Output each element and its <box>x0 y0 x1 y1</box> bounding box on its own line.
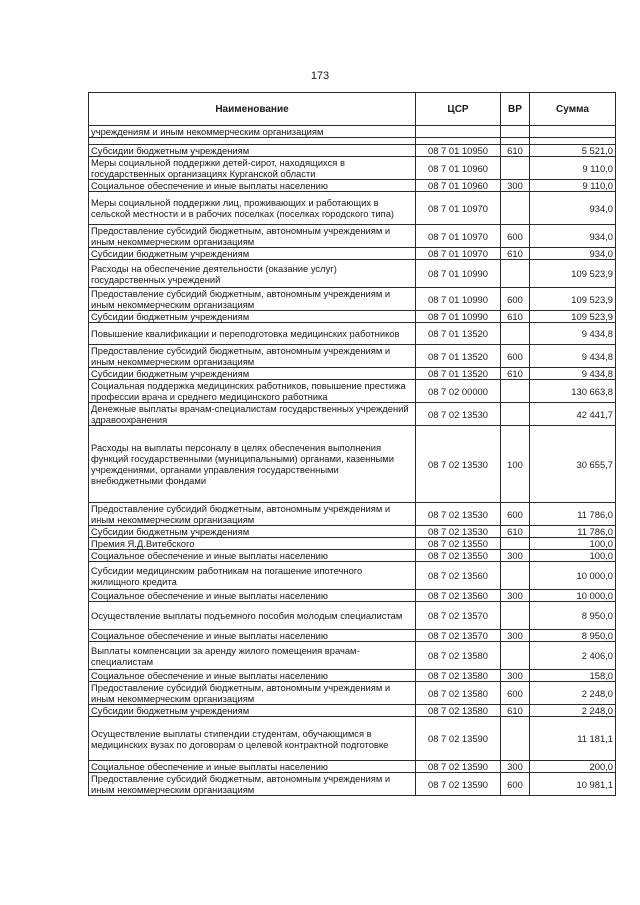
cell-name: Субсидии бюджетным учреждениям <box>89 248 416 260</box>
cell-csr: 08 7 02 13570 <box>416 630 501 642</box>
cell-name: Меры социальной поддержки детей-сирот, находящихся в государственных организациях Курганской области <box>89 157 416 180</box>
table-row <box>89 403 616 426</box>
cell-csr: 08 7 02 13530 <box>416 526 501 538</box>
cell-name: Социальное обеспечение и иные выплаты населению <box>89 761 416 773</box>
cell-vr: 300 <box>501 761 530 773</box>
cell-csr: 08 7 01 10960 <box>416 180 501 192</box>
cell-vr: 610 <box>501 526 530 538</box>
table-row <box>89 773 616 796</box>
table-row <box>89 590 616 602</box>
cell-vr: 300 <box>501 550 530 562</box>
cell-vr <box>501 260 530 288</box>
cell-sum: 11 786,0 <box>530 503 616 526</box>
table-body <box>89 126 616 796</box>
table-row <box>89 345 616 368</box>
cell-csr: 08 7 01 10990 <box>416 260 501 288</box>
cell-sum: 934,0 <box>530 248 616 260</box>
cell-csr: 08 7 02 13550 <box>416 550 501 562</box>
table-row <box>89 145 616 157</box>
cell-name: Социальное обеспечение и иные выплаты населению <box>89 630 416 642</box>
cell-sum: 109 523,9 <box>530 311 616 323</box>
cell-name: Субсидии медицинским работникам на погашение ипотечного жилищного кредита <box>89 562 416 590</box>
cell-sum: 109 523,9 <box>530 260 616 288</box>
cell-vr: 100 <box>501 426 530 503</box>
table-row <box>89 225 616 248</box>
table-row <box>89 368 616 380</box>
cell-sum: 10 000,0 <box>530 562 616 590</box>
cell-vr: 610 <box>501 368 530 380</box>
cell-vr: 300 <box>501 590 530 602</box>
cell-sum: 200,0 <box>530 761 616 773</box>
cell-name: Социальное обеспечение и иные выплаты населению <box>89 670 416 682</box>
cell-sum <box>530 126 616 138</box>
table-row <box>89 717 616 761</box>
table-row <box>89 260 616 288</box>
table-row <box>89 157 616 180</box>
cell-vr: 610 <box>501 248 530 260</box>
cell-vr <box>501 642 530 670</box>
cell-vr <box>501 380 530 403</box>
cell-name: Предоставление субсидий бюджетным, автономным учреждениям и иным некоммерческим организациям <box>89 773 416 796</box>
cell-vr <box>501 562 530 590</box>
cell-csr: 08 7 02 13580 <box>416 705 501 717</box>
page-number: 173 <box>310 70 330 82</box>
cell-csr: 08 7 02 13570 <box>416 602 501 630</box>
cell-csr: 08 7 02 13530 <box>416 426 501 503</box>
cell-sum: 2 248,0 <box>530 705 616 717</box>
cell-csr: 08 7 02 13580 <box>416 682 501 705</box>
table-row <box>89 761 616 773</box>
cell-sum: 8 950,0 <box>530 602 616 630</box>
cell-csr: 08 7 02 13580 <box>416 670 501 682</box>
column-header-vr: ВР <box>501 93 530 126</box>
cell-sum: 10 000,0 <box>530 590 616 602</box>
cell-sum: 11 181,1 <box>530 717 616 761</box>
cell-vr <box>501 538 530 550</box>
cell-vr: 610 <box>501 145 530 157</box>
cell-csr: 08 7 02 00000 <box>416 380 501 403</box>
cell-vr <box>501 717 530 761</box>
cell-csr: 08 7 01 10990 <box>416 288 501 311</box>
cell-name: Осуществление выплаты подъемного пособия молодым специалистам <box>89 602 416 630</box>
table-row <box>89 426 616 503</box>
cell-vr <box>501 602 530 630</box>
table-row <box>89 248 616 260</box>
cell-sum: 158,0 <box>530 670 616 682</box>
cell-sum: 8 950,0 <box>530 630 616 642</box>
cell-name: Субсидии бюджетным учреждениям <box>89 145 416 157</box>
budget-table <box>88 92 616 796</box>
cell-csr: 08 7 02 13590 <box>416 773 501 796</box>
table-row <box>89 630 616 642</box>
cell-sum: 109 523,9 <box>530 288 616 311</box>
cell-vr: 600 <box>501 773 530 796</box>
cell-vr: 600 <box>501 225 530 248</box>
cell-csr: 08 7 01 13520 <box>416 368 501 380</box>
column-header-csr: ЦСР <box>416 93 501 126</box>
table-row <box>89 180 616 192</box>
cell-name: Предоставление субсидий бюджетным, автономным учреждениям и иным некоммерческим организациям <box>89 288 416 311</box>
cell-csr: 08 7 02 13530 <box>416 503 501 526</box>
cell-sum: 42 441,7 <box>530 403 616 426</box>
cell-name: Предоставление субсидий бюджетным, автономным учреждениям и иным некоммерческим организациям <box>89 682 416 705</box>
cell-name: Социальная поддержка медицинских работников, повышение престижа профессии врача и среднего медицинского работника <box>89 380 416 403</box>
table-row <box>89 192 616 225</box>
cell-sum: 11 786,0 <box>530 526 616 538</box>
cell-vr: 300 <box>501 630 530 642</box>
cell-vr: 600 <box>501 682 530 705</box>
cell-csr: 08 7 02 13590 <box>416 761 501 773</box>
table-row <box>89 705 616 717</box>
table-row <box>89 670 616 682</box>
cell-csr <box>416 126 501 138</box>
cell-sum: 100,0 <box>530 550 616 562</box>
table-row <box>89 550 616 562</box>
cell-csr: 08 7 02 13560 <box>416 562 501 590</box>
cell-name: Социальное обеспечение и иные выплаты населению <box>89 590 416 602</box>
cell-name: Субсидии бюджетным учреждениям <box>89 526 416 538</box>
cell-name: Социальное обеспечение и иные выплаты населению <box>89 180 416 192</box>
cell-name: Предоставление субсидий бюджетным, автономным учреждениям и иным некоммерческим организациям <box>89 503 416 526</box>
cell-sum: 9 434,8 <box>530 323 616 345</box>
cell-sum: 9 110,0 <box>530 180 616 192</box>
cell-vr: 600 <box>501 345 530 368</box>
cell-csr <box>416 138 501 145</box>
cell-vr <box>501 157 530 180</box>
cell-csr: 08 7 01 10970 <box>416 225 501 248</box>
cell-vr <box>501 403 530 426</box>
table-row <box>89 138 616 145</box>
cell-name: Расходы на обеспечение деятельности (оказание услуг) государственных учреждений <box>89 260 416 288</box>
cell-name: Социальное обеспечение и иные выплаты населению <box>89 550 416 562</box>
table-row <box>89 288 616 311</box>
cell-csr: 08 7 01 10960 <box>416 157 501 180</box>
cell-name: Повышение квалификации и переподготовка медицинских работников <box>89 323 416 345</box>
table-row <box>89 538 616 550</box>
cell-name: Меры социальной поддержки лиц, проживающих и работающих в сельской местности и в рабочих поселках (поселках городского типа) <box>89 192 416 225</box>
cell-name: Субсидии бюджетным учреждениям <box>89 705 416 717</box>
cell-sum: 2 406,0 <box>530 642 616 670</box>
table-row <box>89 602 616 630</box>
cell-vr: 610 <box>501 705 530 717</box>
cell-csr: 08 7 01 10970 <box>416 248 501 260</box>
cell-vr: 300 <box>501 670 530 682</box>
cell-sum: 2 248,0 <box>530 682 616 705</box>
cell-sum: 9 110,0 <box>530 157 616 180</box>
cell-sum: 30 655,7 <box>530 426 616 503</box>
cell-sum: 10 981,1 <box>530 773 616 796</box>
cell-name <box>89 138 416 145</box>
column-header-sum: Сумма <box>530 93 616 126</box>
cell-sum: 130 663,8 <box>530 380 616 403</box>
cell-csr: 08 7 02 13530 <box>416 403 501 426</box>
cell-vr <box>501 323 530 345</box>
table-row <box>89 503 616 526</box>
cell-name: Денежные выплаты врачам-специалистам государственных учреждений здравоохранения <box>89 403 416 426</box>
cell-csr: 08 7 01 13520 <box>416 323 501 345</box>
cell-sum: 934,0 <box>530 225 616 248</box>
table-row <box>89 380 616 403</box>
cell-sum: 9 434,8 <box>530 345 616 368</box>
cell-vr: 300 <box>501 180 530 192</box>
cell-sum: 5 521,0 <box>530 145 616 157</box>
cell-vr <box>501 138 530 145</box>
cell-sum: 934,0 <box>530 192 616 225</box>
cell-vr: 600 <box>501 503 530 526</box>
cell-name: Расходы на выплаты персоналу в целях обеспечения выполнения функций государственными (муниципальными) органами, казенными учреждениями, органами управления государственными внебюджетными фондами <box>89 426 416 503</box>
cell-name: Выплаты компенсации за аренду жилого помещения врачам-специалистам <box>89 642 416 670</box>
cell-name: Премия Я.Д.Витебского <box>89 538 416 550</box>
cell-csr: 08 7 02 13560 <box>416 590 501 602</box>
table-row <box>89 562 616 590</box>
cell-vr: 600 <box>501 288 530 311</box>
cell-csr: 08 7 01 10990 <box>416 311 501 323</box>
cell-csr: 08 7 01 10950 <box>416 145 501 157</box>
cell-csr: 08 7 01 10970 <box>416 192 501 225</box>
table-row <box>89 126 616 138</box>
table-row <box>89 311 616 323</box>
cell-csr: 08 7 01 13520 <box>416 345 501 368</box>
table-row <box>89 323 616 345</box>
cell-name: Субсидии бюджетным учреждениям <box>89 368 416 380</box>
cell-vr: 610 <box>501 311 530 323</box>
cell-csr: 08 7 02 13550 <box>416 538 501 550</box>
cell-sum: 9 434,8 <box>530 368 616 380</box>
table-header-row <box>89 93 616 126</box>
table-row <box>89 526 616 538</box>
cell-name: учреждениям и иным некоммерческим организациям <box>89 126 416 138</box>
cell-sum <box>530 138 616 145</box>
cell-name: Осуществление выплаты стипендии студентам, обучающимся в медицинских вузах по договорам о целевой контрактной подготовке <box>89 717 416 761</box>
cell-name: Предоставление субсидий бюджетным, автономным учреждениям и иным некоммерческим организациям <box>89 345 416 368</box>
cell-csr: 08 7 02 13580 <box>416 642 501 670</box>
table-row <box>89 682 616 705</box>
cell-csr: 08 7 02 13590 <box>416 717 501 761</box>
cell-name: Предоставление субсидий бюджетным, автономным учреждениям и иным некоммерческим организациям <box>89 225 416 248</box>
cell-vr <box>501 192 530 225</box>
cell-name: Субсидии бюджетным учреждениям <box>89 311 416 323</box>
cell-sum: 100,0 <box>530 538 616 550</box>
cell-vr <box>501 126 530 138</box>
column-header-name: Наименование <box>89 93 416 126</box>
table-row <box>89 642 616 670</box>
